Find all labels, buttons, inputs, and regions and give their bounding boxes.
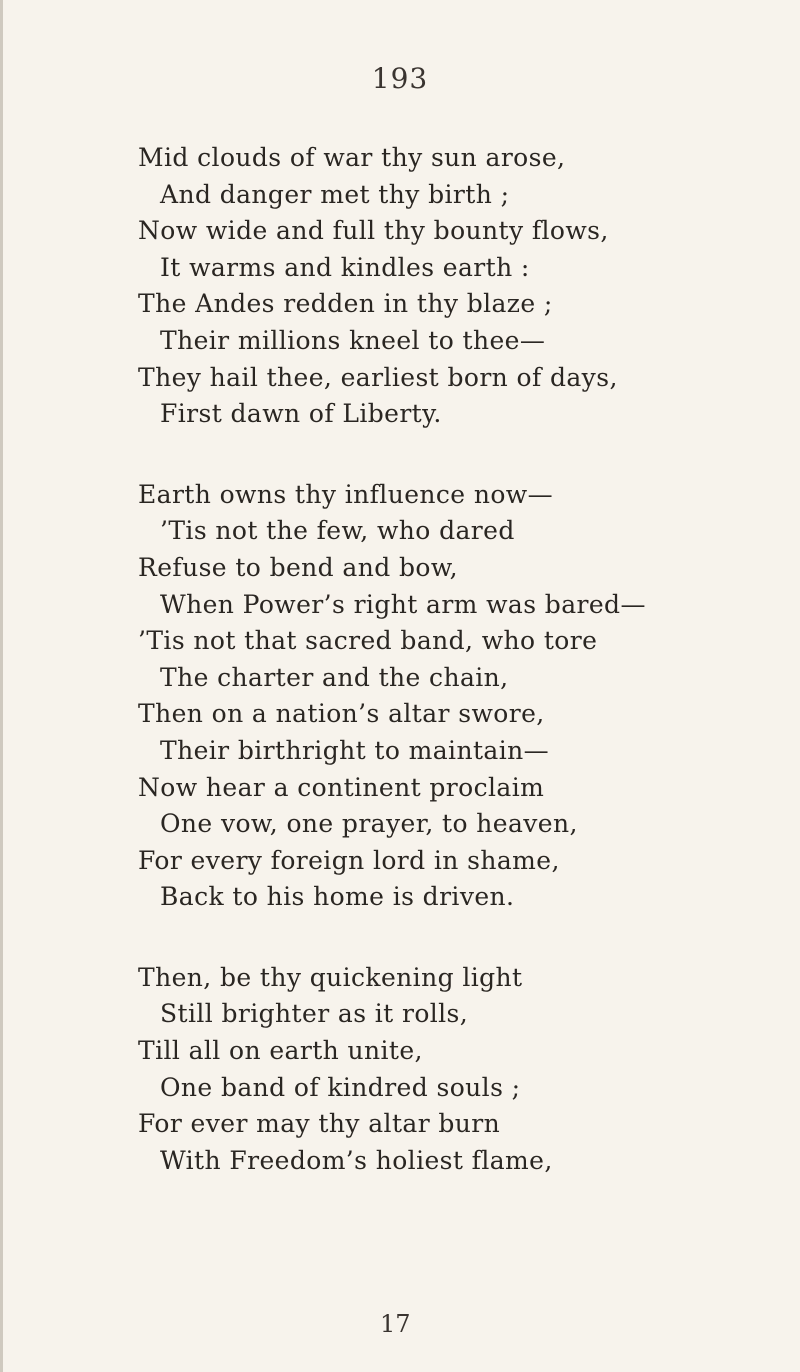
- poem-line: For ever may thy altar burn: [138, 1109, 501, 1139]
- poem-line: It warms and kindles earth :: [160, 252, 530, 282]
- stanza-2: [138, 477, 778, 916]
- poem-line: The charter and the chain,: [160, 662, 509, 692]
- stanza-1: [138, 140, 778, 433]
- poem-line: The Andes redden in thy blaze ;: [138, 289, 553, 319]
- page-edge: [0, 0, 3, 1372]
- poem-line: Now hear a continent proclaim: [138, 772, 545, 802]
- poem-line: Refuse to bend and bow,: [138, 552, 459, 582]
- stanza-3: [138, 960, 778, 1180]
- poem-line: Mid clouds of war thy sun arose,: [138, 143, 566, 172]
- poem-line: Their millions kneel to thee—: [160, 325, 546, 355]
- poem-line: When Power’s right arm was bared—: [160, 589, 646, 619]
- poem-line: One band of kindred souls ;: [160, 1072, 521, 1102]
- page-number: 193: [371, 62, 429, 95]
- poem-line: Back to his home is driven.: [160, 882, 515, 912]
- poem-line: Still brighter as it rolls,: [160, 999, 469, 1029]
- poem-line: And danger met thy birth ;: [160, 179, 510, 209]
- poem-line: Now wide and full thy bounty flows,: [138, 216, 609, 246]
- poem-line: Earth owns thy influence now—: [138, 479, 553, 509]
- poem-line: They hail thee, earliest born of days,: [138, 362, 618, 392]
- poem-line: Their birthright to maintain—: [160, 735, 550, 765]
- signature-mark: 17: [380, 1310, 411, 1338]
- poem-line: Then, be thy quickening light: [138, 962, 523, 992]
- poem-line: ’Tis not the few, who dared: [160, 516, 515, 546]
- poem: [138, 140, 778, 1179]
- poem-line: For every foreign lord in shame,: [138, 845, 560, 875]
- poem-line: One vow, one prayer, to heaven,: [160, 809, 578, 839]
- poem-line: Then on a nation’s altar swore,: [138, 699, 545, 729]
- poem-line: Till all on earth unite,: [138, 1036, 423, 1066]
- poem-line: First dawn of Liberty.: [160, 399, 442, 429]
- poem-line: With Freedom’s holiest flame,: [160, 1145, 553, 1175]
- poem-line: ’Tis not that sacred band, who tore: [138, 626, 598, 656]
